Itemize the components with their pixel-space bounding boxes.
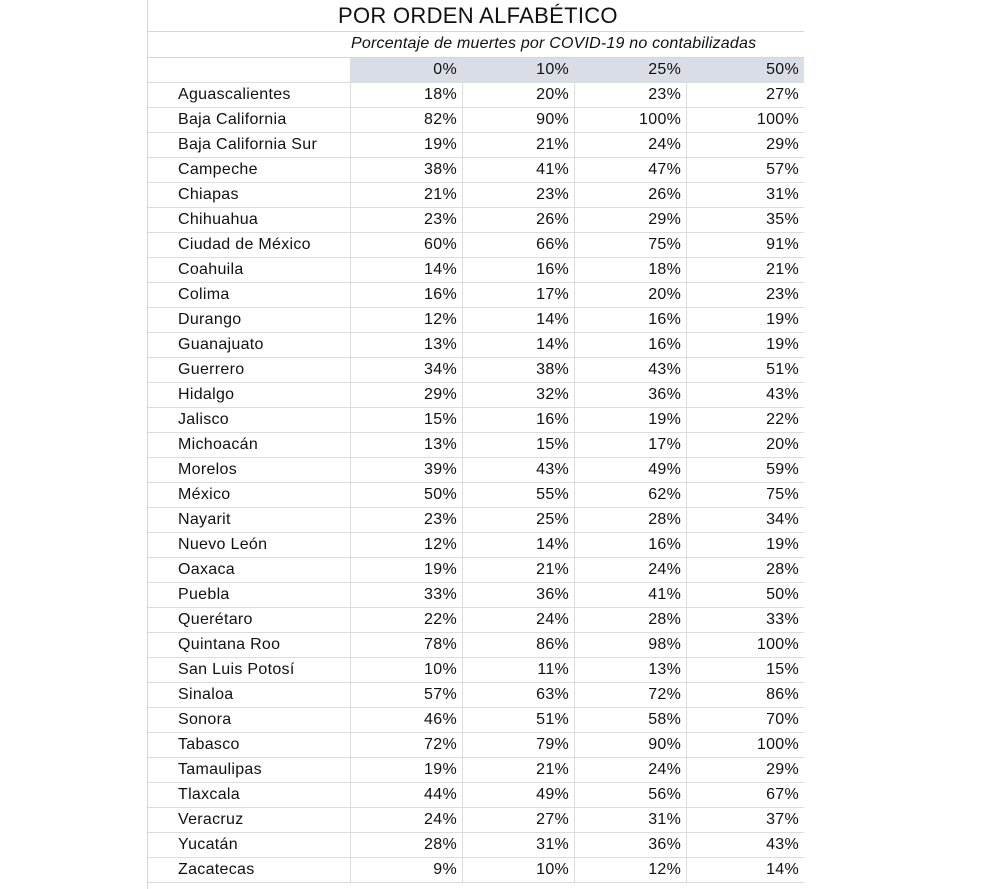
percentage-cell: 55% (462, 483, 574, 508)
state-name-cell: Aguascalientes (148, 83, 350, 108)
percentage-cell: 13% (350, 433, 462, 458)
table-row (148, 383, 804, 408)
percentage-cell: 50% (687, 583, 804, 608)
percentage-cell: 28% (575, 608, 687, 633)
percentage-cell: 24% (575, 758, 687, 783)
percentage-cell: 43% (575, 358, 687, 383)
table-row (148, 333, 804, 358)
table-row (148, 83, 804, 108)
table-body (148, 58, 804, 883)
percentage-cell: 19% (687, 333, 804, 358)
state-name-cell: Puebla (148, 583, 350, 608)
percentage-cell: 24% (575, 133, 687, 158)
percentage-cell: 100% (575, 108, 687, 133)
percentage-cell: 47% (575, 158, 687, 183)
table-row (148, 158, 804, 183)
percentage-cell: 11% (462, 658, 574, 683)
percentage-cell: 70% (687, 708, 804, 733)
percentage-cell: 16% (462, 408, 574, 433)
table-row (148, 483, 804, 508)
percentage-cell: 12% (350, 308, 462, 333)
percentage-cell: 57% (687, 158, 804, 183)
percentage-cell: 39% (350, 458, 462, 483)
percentage-cell: 51% (462, 708, 574, 733)
percentage-cell: 19% (350, 558, 462, 583)
column-header-row (148, 58, 804, 83)
percentage-cell: 34% (687, 508, 804, 533)
table-row (148, 808, 804, 833)
percentage-cell: 29% (687, 758, 804, 783)
percentage-cell: 18% (575, 258, 687, 283)
table-row (148, 758, 804, 783)
percentage-cell: 49% (462, 783, 574, 808)
percentage-cell: 17% (462, 283, 574, 308)
table-row (148, 183, 804, 208)
percentage-cell: 16% (575, 333, 687, 358)
percentage-cell: 43% (687, 383, 804, 408)
percentage-cell: 38% (350, 158, 462, 183)
percentage-cell: 13% (350, 333, 462, 358)
percentage-cell: 43% (462, 458, 574, 483)
state-name-cell: Durango (148, 308, 350, 333)
table-row (148, 783, 804, 808)
percentage-cell: 16% (575, 533, 687, 558)
percentage-cell: 17% (575, 433, 687, 458)
column-header: 50% (687, 58, 804, 83)
percentage-cell: 25% (462, 508, 574, 533)
table-row (148, 833, 804, 858)
percentage-cell: 43% (687, 833, 804, 858)
table-row (148, 408, 804, 433)
subtitle-row (148, 32, 804, 58)
percentage-cell: 10% (462, 858, 574, 883)
percentage-cell: 41% (575, 583, 687, 608)
state-name-cell: Coahuila (148, 258, 350, 283)
percentage-cell: 24% (462, 608, 574, 633)
percentage-cell: 24% (575, 558, 687, 583)
percentage-cell: 29% (575, 208, 687, 233)
percentage-cell: 31% (575, 808, 687, 833)
percentage-cell: 75% (687, 483, 804, 508)
percentage-cell: 36% (462, 583, 574, 608)
percentage-cell: 49% (575, 458, 687, 483)
percentage-cell: 59% (687, 458, 804, 483)
percentage-cell: 66% (462, 233, 574, 258)
state-name-cell: Sonora (148, 708, 350, 733)
percentage-cell: 34% (350, 358, 462, 383)
percentage-cell: 32% (462, 383, 574, 408)
state-name-cell: Guanajuato (148, 333, 350, 358)
percentage-cell: 79% (462, 733, 574, 758)
state-name-cell: Sinaloa (148, 683, 350, 708)
sheet-title: POR ORDEN ALFABÉTICO (338, 3, 618, 28)
table-row (148, 858, 804, 883)
state-name-cell: Tlaxcala (148, 783, 350, 808)
state-name-cell: Baja California (148, 108, 350, 133)
state-name-cell: Campeche (148, 158, 350, 183)
percentage-cell: 86% (687, 683, 804, 708)
percentage-cell: 21% (462, 133, 574, 158)
table-row (148, 708, 804, 733)
percentage-cell: 28% (575, 508, 687, 533)
title-row (148, 0, 804, 32)
percentage-cell: 15% (462, 433, 574, 458)
percentage-cell: 19% (575, 408, 687, 433)
percentage-cell: 16% (350, 283, 462, 308)
percentage-cell: 29% (350, 383, 462, 408)
percentage-cell: 14% (687, 858, 804, 883)
table-row (148, 258, 804, 283)
percentage-cell: 14% (462, 308, 574, 333)
table-row (148, 208, 804, 233)
state-name-cell: Tabasco (148, 733, 350, 758)
percentage-cell: 35% (687, 208, 804, 233)
percentage-cell: 37% (687, 808, 804, 833)
percentage-cell: 26% (462, 208, 574, 233)
table-row (148, 583, 804, 608)
percentage-cell: 20% (462, 83, 574, 108)
percentage-cell: 82% (350, 108, 462, 133)
table-row (148, 358, 804, 383)
percentage-cell: 75% (575, 233, 687, 258)
state-name-cell: Nuevo León (148, 533, 350, 558)
percentage-cell: 36% (575, 833, 687, 858)
state-name-cell: Baja California Sur (148, 133, 350, 158)
percentage-cell: 67% (687, 783, 804, 808)
percentage-cell: 14% (462, 333, 574, 358)
percentage-cell: 56% (575, 783, 687, 808)
percentage-cell: 57% (350, 683, 462, 708)
spreadsheet (147, 0, 804, 889)
percentage-cell: 29% (687, 133, 804, 158)
data-table (148, 58, 804, 883)
percentage-cell: 10% (350, 658, 462, 683)
percentage-cell: 20% (575, 283, 687, 308)
table-row (148, 558, 804, 583)
table-row (148, 683, 804, 708)
percentage-cell: 31% (687, 183, 804, 208)
percentage-cell: 100% (687, 108, 804, 133)
percentage-cell: 12% (350, 533, 462, 558)
state-name-cell: San Luis Potosí (148, 658, 350, 683)
state-name-cell: Ciudad de México (148, 233, 350, 258)
percentage-cell: 23% (462, 183, 574, 208)
table-row (148, 733, 804, 758)
percentage-cell: 23% (687, 283, 804, 308)
percentage-cell: 21% (462, 758, 574, 783)
percentage-cell: 19% (687, 533, 804, 558)
percentage-cell: 18% (350, 83, 462, 108)
percentage-cell: 21% (350, 183, 462, 208)
table-row (148, 233, 804, 258)
percentage-cell: 22% (350, 608, 462, 633)
state-name-cell: Oaxaca (148, 558, 350, 583)
state-name-cell: Nayarit (148, 508, 350, 533)
state-name-cell: Quintana Roo (148, 633, 350, 658)
sheet-subtitle: Porcentaje de muertes por COVID-19 no contabilizadas (351, 35, 757, 52)
column-header: 10% (462, 58, 574, 83)
percentage-cell: 38% (462, 358, 574, 383)
table-row (148, 508, 804, 533)
table-row (148, 283, 804, 308)
percentage-cell: 12% (575, 858, 687, 883)
state-name-cell: Guerrero (148, 358, 350, 383)
table-row (148, 433, 804, 458)
table-row (148, 608, 804, 633)
percentage-cell: 28% (687, 558, 804, 583)
percentage-cell: 41% (462, 158, 574, 183)
state-name-cell: Michoacán (148, 433, 350, 458)
percentage-cell: 60% (350, 233, 462, 258)
percentage-cell: 20% (687, 433, 804, 458)
state-name-cell: Chiapas (148, 183, 350, 208)
percentage-cell: 21% (687, 258, 804, 283)
table-row (148, 133, 804, 158)
percentage-cell: 63% (462, 683, 574, 708)
state-name-cell: Tamaulipas (148, 758, 350, 783)
percentage-cell: 72% (575, 683, 687, 708)
percentage-cell: 23% (350, 208, 462, 233)
percentage-cell: 50% (350, 483, 462, 508)
percentage-cell: 15% (687, 658, 804, 683)
percentage-cell: 91% (687, 233, 804, 258)
state-name-cell: Veracruz (148, 808, 350, 833)
column-header: 0% (350, 58, 462, 83)
percentage-cell: 27% (687, 83, 804, 108)
percentage-cell: 44% (350, 783, 462, 808)
percentage-cell: 27% (462, 808, 574, 833)
percentage-cell: 21% (462, 558, 574, 583)
state-name-cell: Yucatán (148, 833, 350, 858)
percentage-cell: 36% (575, 383, 687, 408)
percentage-cell: 28% (350, 833, 462, 858)
state-name-cell: Morelos (148, 458, 350, 483)
percentage-cell: 13% (575, 658, 687, 683)
state-name-cell: Jalisco (148, 408, 350, 433)
percentage-cell: 14% (462, 533, 574, 558)
percentage-cell: 78% (350, 633, 462, 658)
table-row (148, 658, 804, 683)
state-name-cell: Colima (148, 283, 350, 308)
percentage-cell: 16% (462, 258, 574, 283)
percentage-cell: 98% (575, 633, 687, 658)
percentage-cell: 23% (575, 83, 687, 108)
percentage-cell: 90% (575, 733, 687, 758)
state-name-cell: Chihuahua (148, 208, 350, 233)
percentage-cell: 14% (350, 258, 462, 283)
table-row (148, 633, 804, 658)
percentage-cell: 22% (687, 408, 804, 433)
header-blank-cell (148, 58, 350, 83)
percentage-cell: 33% (350, 583, 462, 608)
percentage-cell: 19% (687, 308, 804, 333)
percentage-cell: 90% (462, 108, 574, 133)
state-name-cell: Zacatecas (148, 858, 350, 883)
percentage-cell: 72% (350, 733, 462, 758)
percentage-cell: 24% (350, 808, 462, 833)
percentage-cell: 23% (350, 508, 462, 533)
percentage-cell: 100% (687, 633, 804, 658)
percentage-cell: 15% (350, 408, 462, 433)
percentage-cell: 58% (575, 708, 687, 733)
table-row (148, 458, 804, 483)
percentage-cell: 19% (350, 133, 462, 158)
table-row (148, 108, 804, 133)
table-row (148, 533, 804, 558)
percentage-cell: 86% (462, 633, 574, 658)
state-name-cell: Querétaro (148, 608, 350, 633)
percentage-cell: 100% (687, 733, 804, 758)
state-name-cell: Hidalgo (148, 383, 350, 408)
percentage-cell: 62% (575, 483, 687, 508)
percentage-cell: 9% (350, 858, 462, 883)
state-name-cell: México (148, 483, 350, 508)
percentage-cell: 46% (350, 708, 462, 733)
percentage-cell: 26% (575, 183, 687, 208)
percentage-cell: 16% (575, 308, 687, 333)
table-row (148, 308, 804, 333)
percentage-cell: 33% (687, 608, 804, 633)
percentage-cell: 31% (462, 833, 574, 858)
column-header: 25% (575, 58, 687, 83)
percentage-cell: 51% (687, 358, 804, 383)
percentage-cell: 19% (350, 758, 462, 783)
